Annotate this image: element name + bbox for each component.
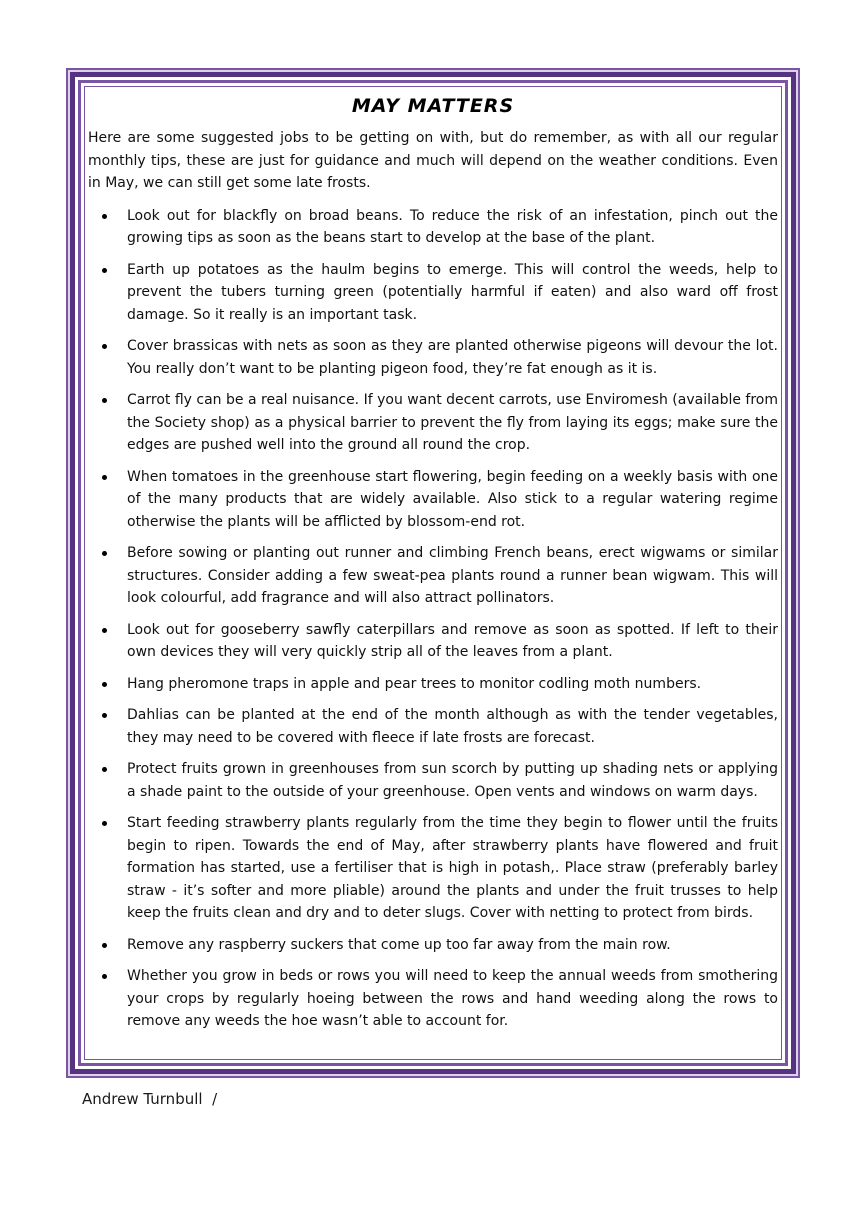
bullet-icon	[102, 551, 107, 556]
bullet-icon	[102, 943, 107, 948]
list-item-text: Carrot fly can be a real nuisance. If you want decent carrots, use Enviromesh (available from the Society shop) as a physical barrier to prevent the fly from laying its eggs; make sure the edges are pushed well into the ground all round the crop.	[127, 392, 778, 453]
list-item-text: Hang pheromone traps in apple and pear trees to monitor codling moth numbers.	[127, 675, 702, 692]
list-item	[88, 812, 778, 925]
page-title: MAY MATTERS	[351, 95, 515, 117]
list-item-text: Remove any raspberry suckers that come up too far away from the main row.	[127, 936, 671, 953]
list-item	[88, 205, 778, 250]
list-item	[88, 619, 778, 664]
bullet-icon	[102, 344, 107, 349]
bullet-icon	[102, 475, 107, 480]
list-item	[88, 758, 778, 803]
list-item	[88, 259, 778, 327]
tips-list	[88, 205, 778, 1033]
list-item	[88, 335, 778, 380]
author-signature: Andrew Turnbull /	[82, 1090, 218, 1108]
bullet-icon	[102, 713, 107, 718]
list-item-text: Start feeding strawberry plants regularly from the time they begin to flower until the fruits begin to ripen. Towards the end of May, after strawberry plants have flowered and fruit formation has started, use a fertiliser that is high in potash,. Place straw (preferably barley straw - it’s softer and more pliable) around the plants and under the fruit trusses to help keep the fruits clean and dry and to deter slugs. Cover with netting to protect from birds.	[127, 815, 778, 921]
bullet-icon	[102, 974, 107, 979]
list-item-text: Look out for gooseberry sawfly caterpillars and remove as soon as spotted. If left to their own devices they will very quickly strip all of the leaves from a plant.	[127, 621, 778, 660]
list-item	[88, 542, 778, 610]
list-item-text: Earth up potatoes as the haulm begins to emerge. This will control the weeds, help to prevent the tubers turning green (potentially harmful if eaten) and also ward off frost damage. So it really is an important task.	[127, 261, 778, 323]
list-item	[88, 389, 778, 457]
list-item-text: Protect fruits grown in greenhouses from sun scorch by putting up shading nets or applying a shade paint to the outside of your greenhouse. Open vents and windows on warm days.	[127, 761, 778, 800]
decorative-border-frame	[66, 68, 800, 1078]
content-area	[84, 86, 782, 1060]
bullet-icon	[102, 268, 107, 273]
list-item	[88, 704, 778, 749]
bullet-icon	[102, 398, 107, 403]
list-item	[88, 934, 778, 957]
list-item	[88, 466, 778, 534]
list-item-text: Look out for blackfly on broad beans. To reduce the risk of an infestation, pinch out the growing tips as soon as the beans start to develop at the base of the plant.	[127, 207, 778, 246]
bullet-icon	[102, 767, 107, 772]
bullet-icon	[102, 214, 107, 219]
bullet-icon	[102, 821, 107, 826]
bullet-icon	[102, 682, 107, 687]
list-item-text: Cover brassicas with nets as soon as they are planted otherwise pigeons will devour the lot. You really don’t want to be planting pigeon food, they’re fat enough as it is.	[127, 338, 778, 377]
list-item-text: Before sowing or planting out runner and climbing French beans, erect wigwams or similar structures. Consider adding a few sweat-pea plants round a runner bean wigwam. This will look colourful, add fragrance and will also attract pollinators.	[127, 545, 778, 606]
list-item	[88, 965, 778, 1033]
intro-paragraph: Here are some suggested jobs to be getting on with, but do remember, as with all our regular monthly tips, these are just for guidance and much will depend on the weather conditions. Even in May, we can still get some late frosts.	[88, 130, 778, 191]
list-item-text: Whether you grow in beds or rows you will need to keep the annual weeds from smothering your crops by regularly hoeing between the rows and hand weeding along the rows to remove any weeds the hoe wasn’t able to account for.	[127, 968, 778, 1029]
list-item-text: Dahlias can be planted at the end of the month although as with the tender vegetables, they may need to be covered with fleece if late frosts are forecast.	[127, 707, 778, 746]
list-item-text: When tomatoes in the greenhouse start flowering, begin feeding on a weekly basis with one of the many products that are widely available. Also stick to a regular watering regime otherwise the plants will be afflicted by blossom-end rot.	[127, 468, 778, 530]
list-item	[88, 673, 778, 696]
bullet-icon	[102, 628, 107, 633]
